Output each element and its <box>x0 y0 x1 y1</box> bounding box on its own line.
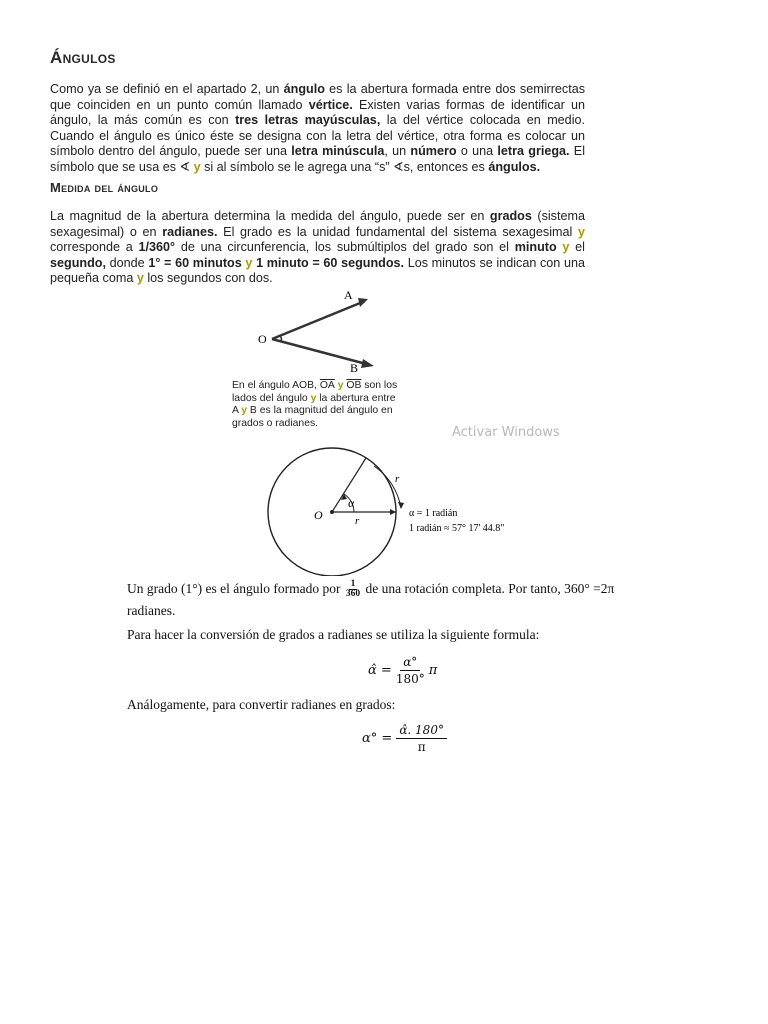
radius-label-r: r <box>355 515 360 527</box>
center-label-o: O <box>314 508 323 522</box>
degree-definition: Un grado (1°) es el ángulo formado por $\frac{1}{360}$ de una rotación completa. Por tanto, 360° =2π radianes. <box>127 578 615 618</box>
r-arc-arrow-icon <box>398 502 404 509</box>
label-b: B <box>350 361 359 375</box>
label-o: O <box>258 332 267 346</box>
ray-oa <box>272 301 365 339</box>
alpha-label: α <box>348 496 355 510</box>
angle-aob-diagram <box>250 285 385 375</box>
radius-arrow-icon <box>390 509 396 515</box>
arrow-b-icon <box>361 359 374 368</box>
figure-caption: En el ángulo AOB, $\overline{OA}$ y $\overline{OB}$ son los lados del ángulo y la abertura entre A y B es la magnitud del ángulo en grados o radianes. <box>232 380 398 429</box>
angle-arc <box>280 336 282 342</box>
section-title: Ángulos <box>50 48 116 67</box>
subsection-title: Medida del ángulo <box>50 180 159 195</box>
arrow-a-icon <box>358 298 368 307</box>
center-dot <box>330 510 334 514</box>
arc-label-r: r <box>395 473 400 485</box>
formula-rad-to-deg: α° = $\frac{\alphâ. 180^\circ}{\pi}$ <box>362 723 447 754</box>
formula-deg-to-rad: α̂ = $\frac{\alpha^\circ}{180^\circ}$ π <box>368 655 438 686</box>
label-a: A <box>344 288 353 302</box>
measure-paragraph: La magnitud de la abertura determina la medida del ángulo, puede ser en grados (sistema sexagesimal) o en radianes. El grado es la unidad fundamental del sistema sexagesimal y corresponde a 1/360° de una circunferencia, los submúltiplos del grado son el minuto y el segundo, donde 1° = 60 minutos y 1 minuto = 60 segundos. Los minutos se indican con una pequeña coma y los segundos con dos. <box>50 209 586 285</box>
windows-watermark: Activar Windows <box>452 425 560 440</box>
analog-intro: Análogamente, para convertir radianes en grados: <box>127 697 396 712</box>
radian-approx: 1 radián ≈ 57° 17' 44.8" <box>409 523 505 534</box>
radian-equation: α = 1 radián <box>409 508 458 519</box>
conversion-intro: Para hacer la conversión de grados a radianes se utiliza la siguiente formula: <box>127 627 540 642</box>
radian-circle-diagram <box>262 446 532 576</box>
fraction-1-360: $\frac{1}{360}$ <box>345 578 361 600</box>
intro-paragraph: Como ya se definió en el apartado 2, un ángulo es la abertura formada entre dos semirrectas que coinciden en un punto común llamado vértice. Existen varias formas de identificar un ángulo, la más común es con tres letras mayúsculas, la del vértice colocada en medio. Cuando el ángulo es único éste se designa con la letra del vértice, otra forma es colocar un símbolo dentro del ángulo, puede ser una letra minúscula, un número o una letra griega. El símbolo que se usa es ∢ y si al símbolo se le agrega una “s” ∢s, entonces es ángulos. <box>50 82 585 174</box>
